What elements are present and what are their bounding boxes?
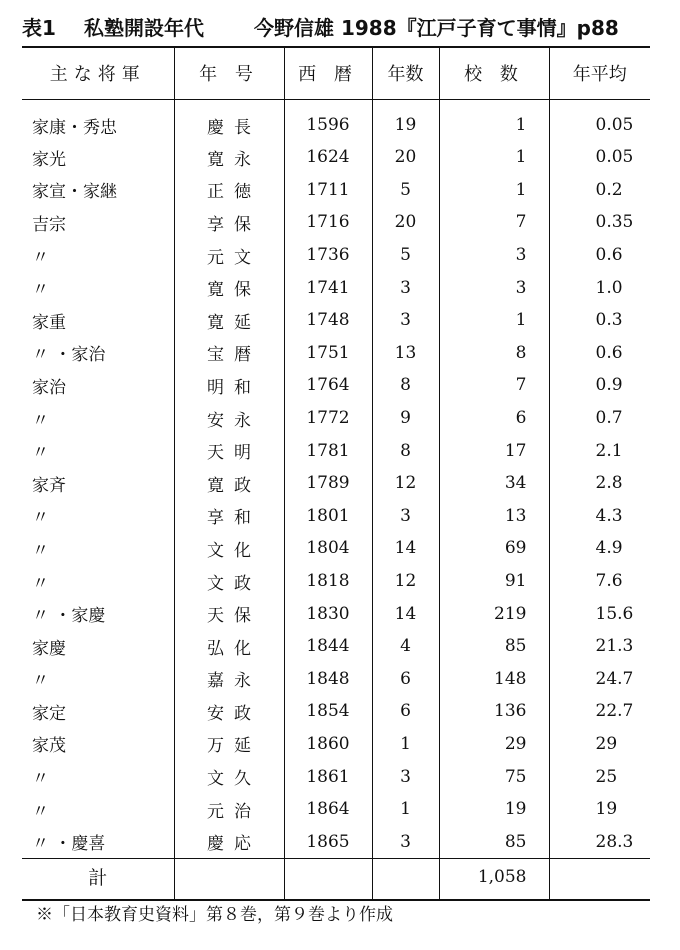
cell-shogun: 家治 xyxy=(32,377,66,398)
cell-year: 1772 xyxy=(284,402,372,435)
cell-avg: 15.6 xyxy=(549,597,650,630)
header-shogun: 主な将軍 xyxy=(22,47,174,99)
cell-years: 9 xyxy=(372,402,439,435)
cell-years: 19 xyxy=(372,99,439,141)
cell-schools: 136 xyxy=(439,695,549,728)
cell-schools: 85 xyxy=(439,825,549,858)
cell-years: 20 xyxy=(372,206,439,239)
table-row xyxy=(22,565,650,598)
total-label: 計 xyxy=(22,858,174,900)
table-row xyxy=(22,597,650,630)
cell-year: 1748 xyxy=(284,304,372,337)
total-empty-years xyxy=(372,858,439,900)
cell-years: 5 xyxy=(372,239,439,272)
table-row xyxy=(22,825,650,858)
cell-years: 4 xyxy=(372,630,439,663)
table-title xyxy=(22,12,662,42)
table-source: 今野信雄 1988『江戸子育て事情』p88 xyxy=(254,16,619,40)
table-row xyxy=(22,239,650,272)
cell-era: 明和 xyxy=(174,369,284,402)
cell-year: 1789 xyxy=(284,467,372,500)
cell-years: 3 xyxy=(372,760,439,793)
footnote: ※「日本教育史資料」第８巻，第９巻より作成 xyxy=(36,905,393,925)
cell-schools: 1 xyxy=(439,304,549,337)
cell-shogun: 〃 xyxy=(32,280,49,301)
cell-avg: 24.7 xyxy=(549,663,650,696)
cell-era: 文久 xyxy=(174,760,284,793)
cell-avg: 0.2 xyxy=(549,174,650,207)
cell-schools: 3 xyxy=(439,271,549,304)
table-row xyxy=(22,174,650,207)
cell-era: 宝暦 xyxy=(174,337,284,370)
cell-shogun: 家斉 xyxy=(32,475,66,496)
table-row xyxy=(22,337,650,370)
cell-era: 安永 xyxy=(174,402,284,435)
cell-years: 12 xyxy=(372,467,439,500)
cell-era: 元文 xyxy=(174,239,284,272)
cell-year: 1741 xyxy=(284,271,372,304)
cell-era: 享保 xyxy=(174,206,284,239)
cell-year: 1865 xyxy=(284,825,372,858)
cell-schools: 1 xyxy=(439,174,549,207)
table-row xyxy=(22,500,650,533)
cell-shogun: 〃 ・慶喜 xyxy=(32,834,106,855)
table-row xyxy=(22,99,650,141)
cell-shogun: 〃 ・家慶 xyxy=(32,606,106,627)
cell-avg: 0.05 xyxy=(549,141,650,174)
cell-year: 1848 xyxy=(284,663,372,696)
cell-year: 1830 xyxy=(284,597,372,630)
cell-years: 1 xyxy=(372,793,439,826)
table-row xyxy=(22,695,650,728)
cell-era: 正徳 xyxy=(174,174,284,207)
total-empty-avg xyxy=(549,858,650,900)
cell-year: 1844 xyxy=(284,630,372,663)
total-empty-era xyxy=(174,858,284,900)
cell-era: 享和 xyxy=(174,500,284,533)
cell-avg: 25 xyxy=(549,760,650,793)
cell-year: 1751 xyxy=(284,337,372,370)
total-schools: 1,058 xyxy=(439,858,549,900)
cell-avg: 0.05 xyxy=(549,99,650,141)
cell-avg: 2.8 xyxy=(549,467,650,500)
cell-era: 寛延 xyxy=(174,304,284,337)
cell-shogun: 〃 xyxy=(32,508,49,529)
header-year: 西 暦 xyxy=(284,47,372,99)
cell-shogun: 家定 xyxy=(32,703,66,724)
cell-avg: 0.9 xyxy=(549,369,650,402)
cell-years: 3 xyxy=(372,500,439,533)
table-row xyxy=(22,728,650,761)
cell-years: 20 xyxy=(372,141,439,174)
cell-avg: 2.1 xyxy=(549,434,650,467)
cell-year: 1711 xyxy=(284,174,372,207)
cell-avg: 0.35 xyxy=(549,206,650,239)
cell-year: 1804 xyxy=(284,532,372,565)
cell-shogun: 家慶 xyxy=(32,638,66,659)
cell-schools: 85 xyxy=(439,630,549,663)
cell-era: 慶応 xyxy=(174,825,284,858)
cell-schools: 17 xyxy=(439,434,549,467)
cell-era: 寛政 xyxy=(174,467,284,500)
cell-years: 3 xyxy=(372,304,439,337)
table-header-row xyxy=(22,47,650,99)
table-row xyxy=(22,793,650,826)
cell-avg: 4.9 xyxy=(549,532,650,565)
cell-year: 1861 xyxy=(284,760,372,793)
table-row xyxy=(22,630,650,663)
cell-avg: 0.6 xyxy=(549,337,650,370)
cell-schools: 219 xyxy=(439,597,549,630)
cell-shogun: 家重 xyxy=(32,312,66,333)
cell-schools: 1 xyxy=(439,99,549,141)
cell-avg: 21.3 xyxy=(549,630,650,663)
cell-year: 1624 xyxy=(284,141,372,174)
cell-avg: 0.6 xyxy=(549,239,650,272)
cell-schools: 91 xyxy=(439,565,549,598)
table-row xyxy=(22,369,650,402)
juku-founding-table xyxy=(22,46,650,901)
cell-years: 6 xyxy=(372,663,439,696)
cell-years: 14 xyxy=(372,597,439,630)
table-row xyxy=(22,141,650,174)
cell-schools: 8 xyxy=(439,337,549,370)
cell-year: 1801 xyxy=(284,500,372,533)
total-empty-year xyxy=(284,858,372,900)
cell-years: 3 xyxy=(372,271,439,304)
table-row xyxy=(22,760,650,793)
table-name: 私塾開設年代 xyxy=(84,16,204,40)
cell-schools: 19 xyxy=(439,793,549,826)
cell-shogun: 〃 xyxy=(32,410,49,431)
cell-schools: 7 xyxy=(439,369,549,402)
header-schools: 校 数 xyxy=(439,47,549,99)
cell-avg: 28.3 xyxy=(549,825,650,858)
cell-era: 寛保 xyxy=(174,271,284,304)
cell-avg: 4.3 xyxy=(549,500,650,533)
cell-shogun: 〃 xyxy=(32,540,49,561)
cell-schools: 34 xyxy=(439,467,549,500)
cell-era: 文政 xyxy=(174,565,284,598)
cell-shogun: 〃 xyxy=(32,247,49,268)
cell-avg: 19 xyxy=(549,793,650,826)
cell-year: 1596 xyxy=(284,99,372,141)
cell-shogun: 家光 xyxy=(32,149,66,170)
cell-years: 14 xyxy=(372,532,439,565)
cell-shogun: 〃 xyxy=(32,671,49,692)
cell-schools: 1 xyxy=(439,141,549,174)
cell-shogun: 家茂 xyxy=(32,736,66,757)
table-row xyxy=(22,271,650,304)
cell-years: 13 xyxy=(372,337,439,370)
cell-years: 6 xyxy=(372,695,439,728)
cell-era: 安政 xyxy=(174,695,284,728)
cell-shogun: 吉宗 xyxy=(32,214,66,235)
cell-avg: 0.3 xyxy=(549,304,650,337)
table-row xyxy=(22,532,650,565)
table-row xyxy=(22,467,650,500)
cell-era: 慶長 xyxy=(174,99,284,141)
table-number: 表1 xyxy=(22,16,56,40)
cell-schools: 75 xyxy=(439,760,549,793)
cell-era: 天保 xyxy=(174,597,284,630)
cell-shogun: 家宣・家継 xyxy=(32,182,117,203)
cell-year: 1864 xyxy=(284,793,372,826)
header-era: 年 号 xyxy=(174,47,284,99)
cell-years: 12 xyxy=(372,565,439,598)
cell-era: 弘化 xyxy=(174,630,284,663)
cell-avg: 7.6 xyxy=(549,565,650,598)
cell-shogun: 〃 xyxy=(32,443,49,464)
cell-year: 1860 xyxy=(284,728,372,761)
header-avg: 年平均 xyxy=(549,47,650,99)
cell-shogun: 家康・秀忠 xyxy=(32,117,117,138)
cell-schools: 69 xyxy=(439,532,549,565)
cell-era: 元治 xyxy=(174,793,284,826)
cell-avg: 1.0 xyxy=(549,271,650,304)
cell-schools: 7 xyxy=(439,206,549,239)
total-row xyxy=(22,858,650,900)
cell-shogun: 〃 xyxy=(32,769,49,790)
cell-era: 嘉永 xyxy=(174,663,284,696)
cell-year: 1736 xyxy=(284,239,372,272)
cell-shogun: 〃 xyxy=(32,801,49,822)
cell-year: 1781 xyxy=(284,434,372,467)
cell-era: 天明 xyxy=(174,434,284,467)
cell-years: 3 xyxy=(372,825,439,858)
cell-era: 万延 xyxy=(174,728,284,761)
cell-schools: 3 xyxy=(439,239,549,272)
cell-schools: 13 xyxy=(439,500,549,533)
header-years: 年数 xyxy=(372,47,439,99)
cell-era: 文化 xyxy=(174,532,284,565)
cell-avg: 0.7 xyxy=(549,402,650,435)
cell-year: 1764 xyxy=(284,369,372,402)
cell-shogun: 〃 ・家治 xyxy=(32,345,106,366)
cell-years: 8 xyxy=(372,369,439,402)
cell-avg: 29 xyxy=(549,728,650,761)
table-row xyxy=(22,434,650,467)
table-body xyxy=(22,99,650,900)
cell-era: 寛永 xyxy=(174,141,284,174)
cell-schools: 148 xyxy=(439,663,549,696)
cell-years: 5 xyxy=(372,174,439,207)
table-row xyxy=(22,304,650,337)
cell-schools: 6 xyxy=(439,402,549,435)
table-row xyxy=(22,206,650,239)
cell-shogun: 〃 xyxy=(32,573,49,594)
cell-year: 1854 xyxy=(284,695,372,728)
cell-year: 1716 xyxy=(284,206,372,239)
table-row xyxy=(22,402,650,435)
cell-years: 8 xyxy=(372,434,439,467)
table-row xyxy=(22,663,650,696)
cell-year: 1818 xyxy=(284,565,372,598)
cell-avg: 22.7 xyxy=(549,695,650,728)
cell-schools: 29 xyxy=(439,728,549,761)
cell-years: 1 xyxy=(372,728,439,761)
